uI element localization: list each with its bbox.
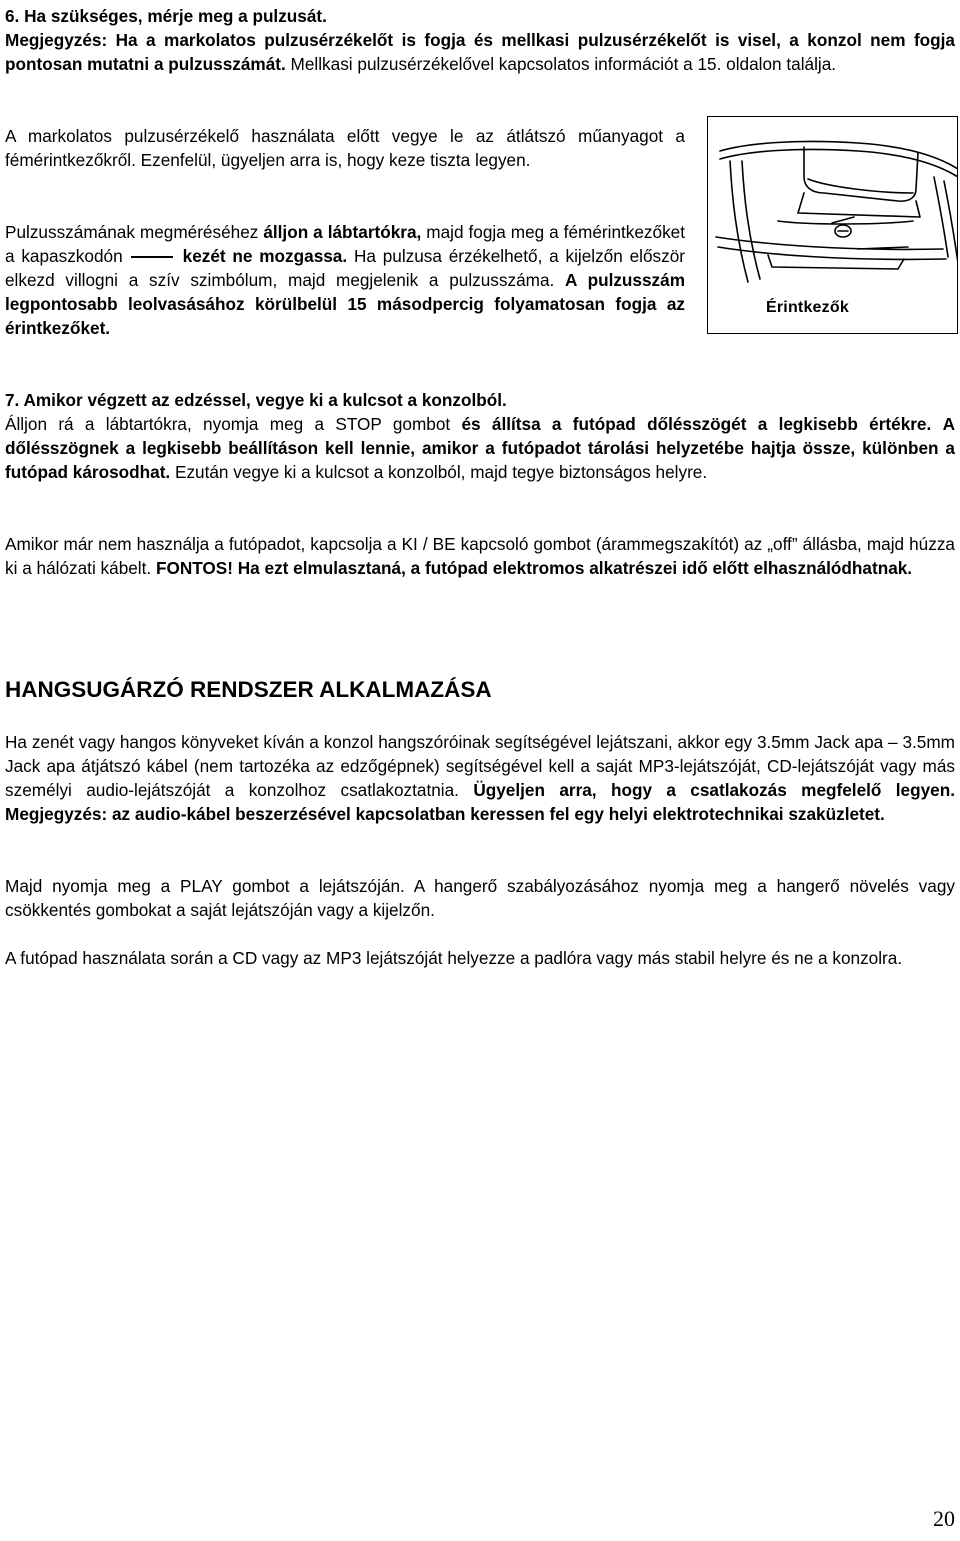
note-normal: Mellkasi pulzusérzékelővel kapcsolatos információt a 15. oldalon találja. bbox=[285, 54, 837, 74]
speaker-paragraph-3: A futópad használata során a CD vagy az MP3 lejátszóját helyezze a padlóra vagy más stabil helyre és ne a konzolra. bbox=[5, 948, 903, 968]
pulse-measure-paragraph: Pulzusszámának megméréséhez álljon a lábtartókra, majd fogja meg a fémérintkezőket a kapaszkodón kezét ne mozgassa. Ha pulzusa érzékelhető, a kijelzőn először elkezd villogni a szív szimbólum, majd megjelenik a pulzusszáma. A pulzusszám legpontosabb leolvasásához körülbelül 15 másodpercig folyamatosan fogja az érintkezőket. bbox=[5, 222, 686, 338]
section-7-title: 7. Amikor végzett az edzéssel, vegye ki a kulcsot a konzolból. bbox=[5, 390, 507, 410]
section-7-paragraph-2: Amikor már nem használja a futópadot, kapcsolja a KI / BE kapcsoló gombot (árammegszakítót) az „off” állásba, majd húzza ki a hálózati kábelt. FONTOS! Ha ezt elmulasztaná, a futópad elektromos alkatrészei idő előtt elhasználódhatnak. bbox=[5, 534, 955, 578]
figure-caption: Érintkezők bbox=[766, 299, 849, 316]
section-6-title: 6. Ha szükséges, mérje meg a pulzusát. bbox=[5, 6, 327, 26]
em-dash bbox=[131, 256, 173, 258]
section-7-paragraph-1: Álljon rá a lábtartókra, nyomja meg a STOP gombot és állítsa a futópad dőlésszögét a legkisebb értékre. A dőlésszögnek a legkisebb beállításon kell lennie, amikor a futópadot tárolási helyzetébe hajtja össze, különben a futópad károsodhat. Ezután vegye ki a kulcsot a konzolból, majd tegye biztonságos helyre. bbox=[5, 414, 956, 482]
speaker-section-heading: HANGSUGÁRZÓ RENDSZER ALKALMAZÁSA bbox=[5, 677, 492, 702]
note-bold: Megjegyzés: Ha a markolatos pulzusérzékelőt is fogja és mellkasi pulzusérzékelőt is visel, a konzol nem fogja pontosan mutatni a pulzusszámát. bbox=[5, 30, 955, 74]
page-number: 20 bbox=[933, 1506, 955, 1531]
speaker-paragraph-2: Majd nyomja meg a PLAY gombot a lejátszóján. A hangerő szabályozásához nyomja meg a hangerő növelés vagy csökkentés gombokat a saját lejátszóján vagy a kijelzőn. bbox=[5, 876, 955, 920]
section-6-note bbox=[5, 28, 955, 76]
contact-plastic-paragraph: A markolatos pulzusérzékelő használata előtt vegye le az átlátszó műanyagot a fémérintkezőkről. Ezenfelül, ügyeljen arra is, hogy keze tiszta legyen. bbox=[5, 126, 685, 170]
handrail-contacts-figure bbox=[707, 116, 958, 334]
speaker-paragraph-1: Ha zenét vagy hangos könyveket kíván a konzol hangszóróinak segítségével lejátszani, akkor egy 3.5mm Jack apa – 3.5mm Jack apa átjátszó kábel (nem tartozéka az edzőgépnek) segítségével kell a saját MP3-lejátszóját, CD-lejátszóját vagy más személyi audio-lejátszóját a konzolhoz csatlakoztatnia. Ügyeljen arra, hogy a csatlakozás megfelelő legyen. Megjegyzés: az audio-kábel beszerzésével kapcsolatban keressen fel egy helyi elektrotechnikai szaküzletet. bbox=[5, 732, 955, 824]
